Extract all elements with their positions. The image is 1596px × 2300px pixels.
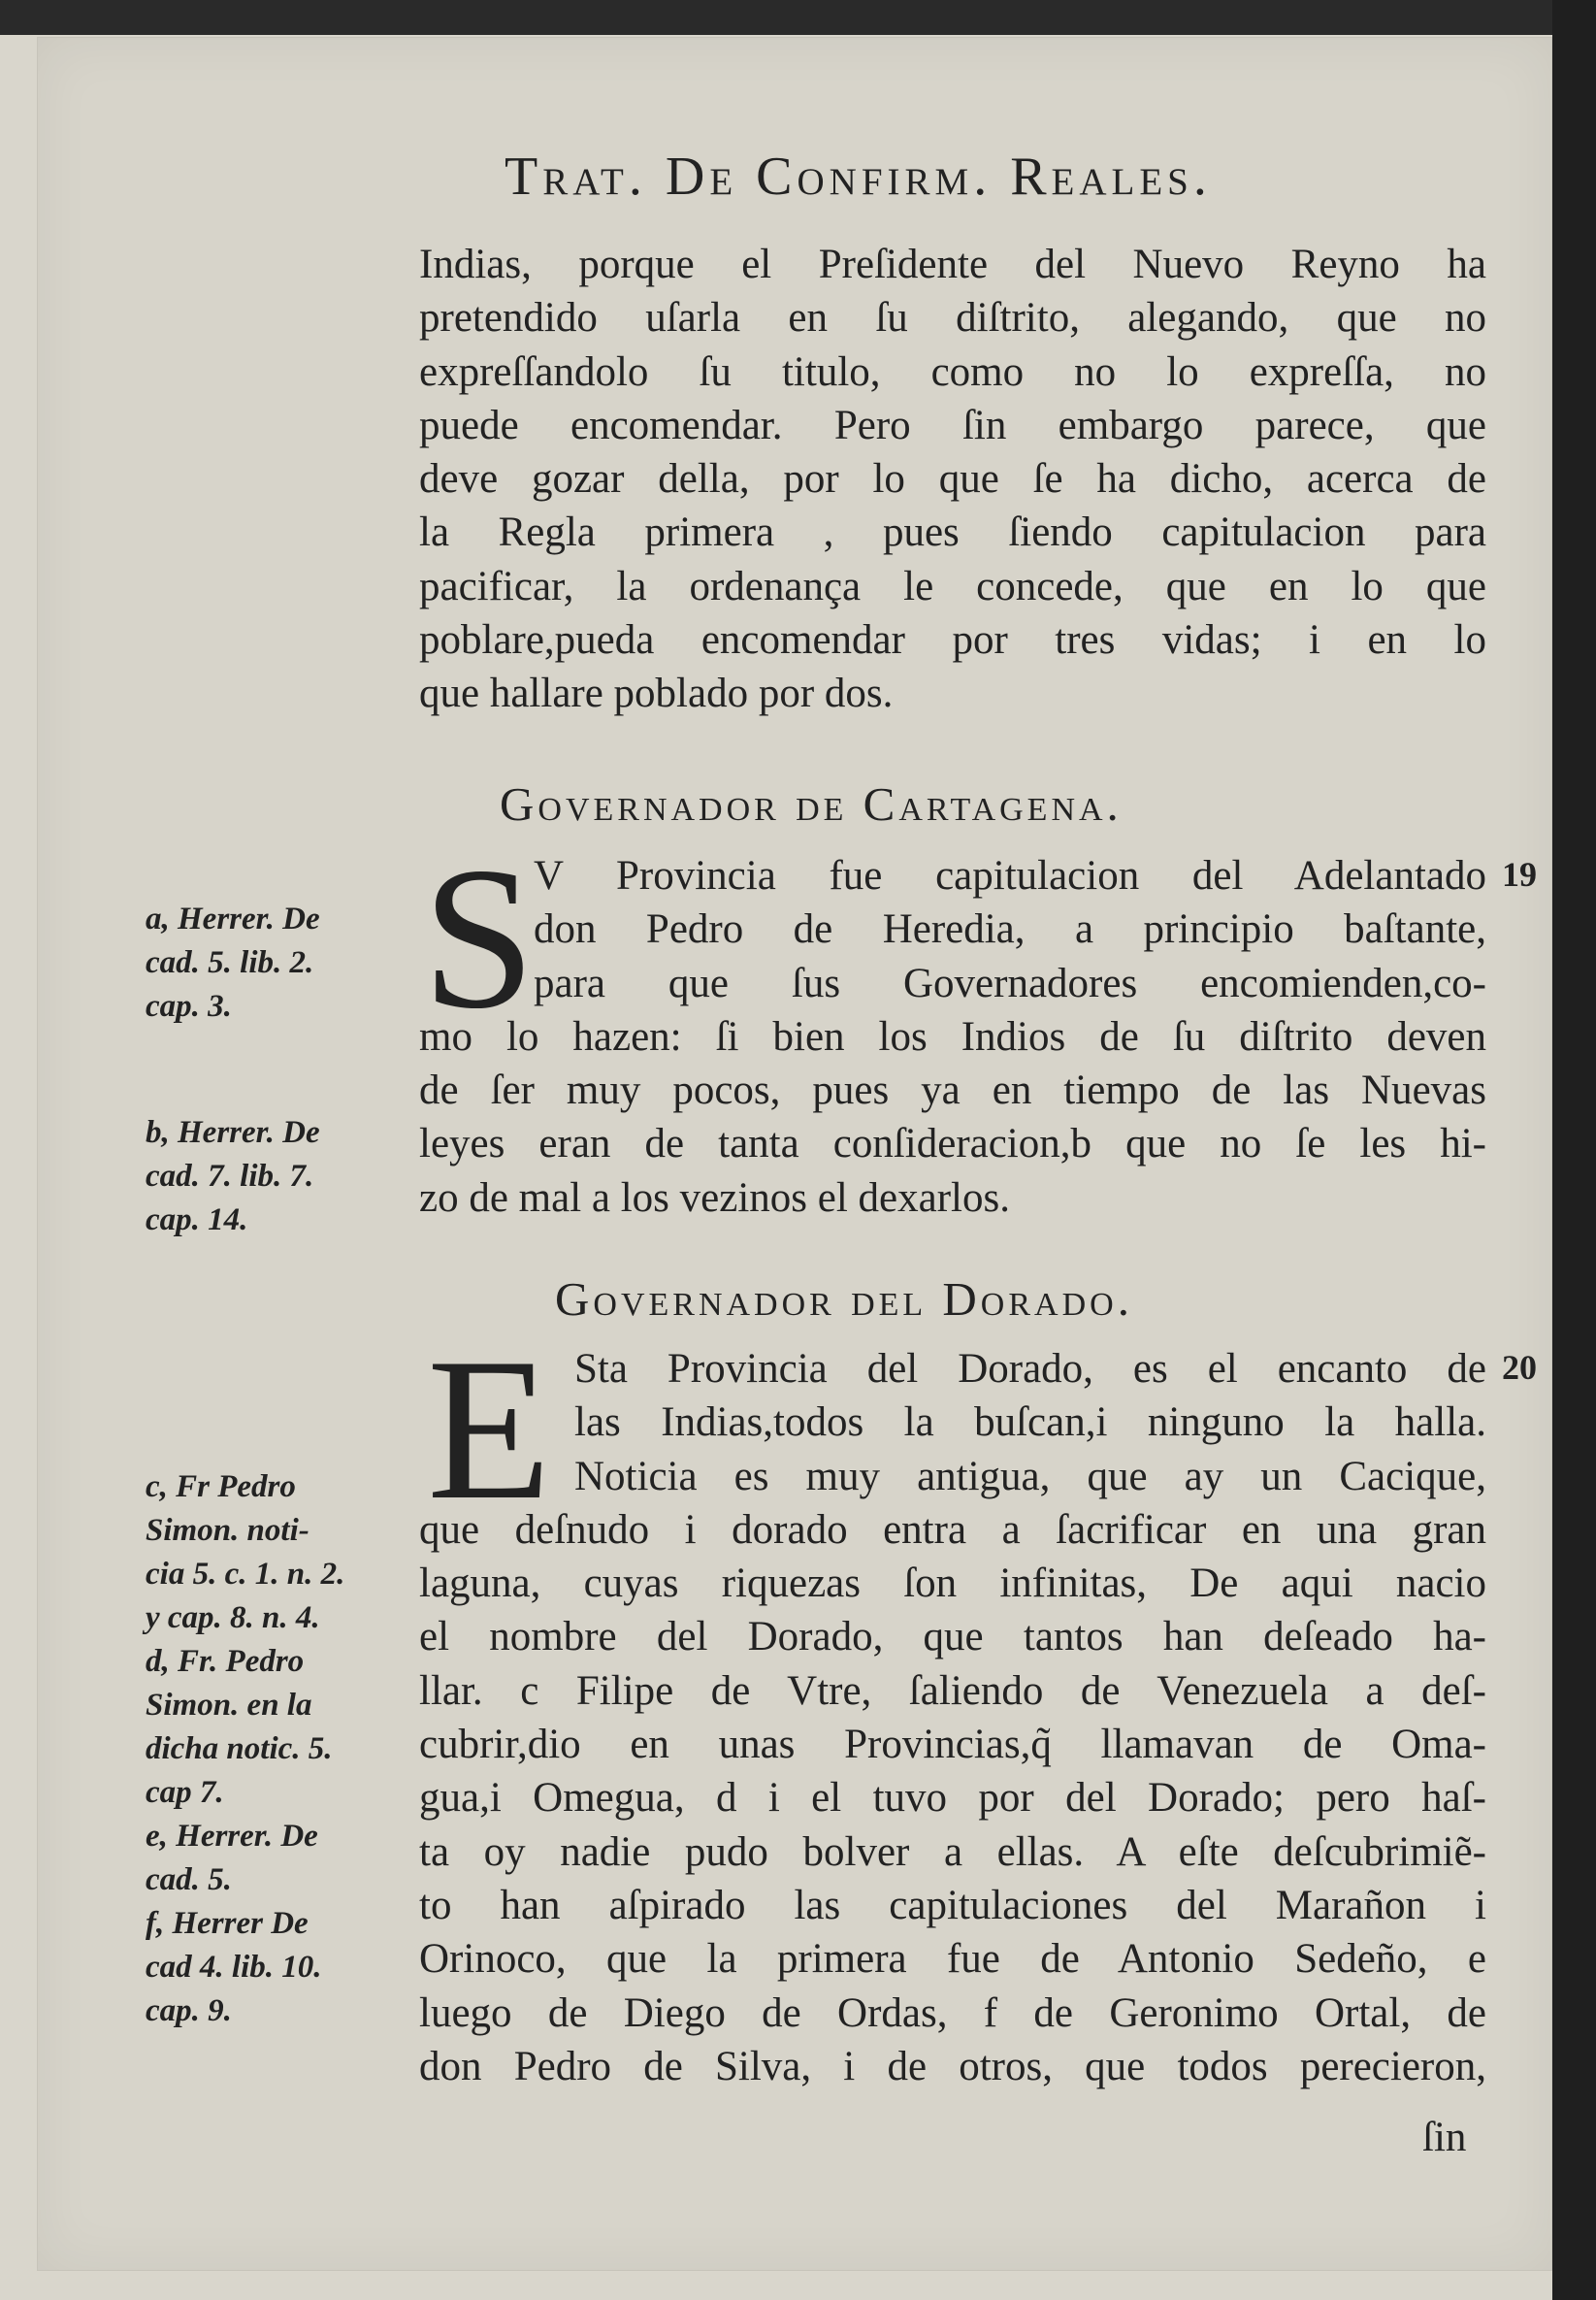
- margin-note-line: d, Fr. Pedro: [146, 1644, 305, 1679]
- text-line: to han aſpirado las capitulaciones del Marañon i: [419, 1882, 1486, 1928]
- text-line: deve gozar della, por lo que ſe ha dicho, acerca de: [419, 456, 1486, 503]
- margin-note-line: y cap. 8. n. 4.: [146, 1600, 320, 1635]
- text-line: el nombre del Dorado, que tantos han deſeado ha-: [419, 1614, 1486, 1660]
- text-line: las Indias,todos la buſcan,i ninguno la halla.: [574, 1399, 1486, 1446]
- margin-note-line: cia 5. c. 1. n. 2.: [146, 1557, 345, 1592]
- text-line: llar. c Filipe de Vtre, ſaliendo de Venezuela a deſ-: [419, 1667, 1486, 1714]
- text-line: pretendido uſarla en ſu diſtrito, alegando, que no: [419, 295, 1486, 342]
- side-number-19: 19: [1502, 855, 1537, 894]
- catchword: ſin: [1422, 2115, 1467, 2160]
- text-line: mo lo hazen: ſi bien los Indios de ſu diſtrito deven: [419, 1013, 1486, 1060]
- margin-note-line: cap 7.: [146, 1775, 224, 1810]
- margin-note-line: cap. 14.: [146, 1202, 248, 1237]
- text-line: leyes eran de tanta conſideracion,b que no ſe les hi-: [419, 1121, 1486, 1167]
- heading-cartagena: Governador de Cartagena.: [500, 777, 1123, 831]
- text-line: Indias, porque el Preſidente del Nuevo Reyno ha: [419, 242, 1486, 287]
- text-line: de ſer muy pocos, pues ya en tiempo de las Nuevas: [419, 1068, 1486, 1114]
- text-line: V Provincia fue capitulacion del Adelantado: [534, 853, 1486, 899]
- paragraph-intro: [419, 238, 1486, 721]
- margin-note-line: dicha notic. 5.: [146, 1731, 333, 1766]
- margin-note-line: cad. 7. lib. 7.: [146, 1159, 314, 1194]
- dropcap-e: E: [427, 1317, 552, 1542]
- text-line: para que ſus Governadores encomienden,co-: [534, 960, 1486, 1006]
- margin-note-line: b, Herrer. De: [146, 1115, 320, 1150]
- heading-dorado: Governador del Dorado.: [555, 1272, 1133, 1326]
- running-head: Trat. De Confirm. Reales.: [505, 147, 1212, 207]
- text-line: pacificar, la ordenança le concede, que en lo que: [419, 563, 1486, 609]
- margin-note-line: cad. 5.: [146, 1862, 232, 1897]
- margin-note-c: [146, 1465, 407, 2033]
- margin-note-line: cad 4. lib. 10.: [146, 1950, 322, 1985]
- text-line: luego de Diego de Ordas, f de Geronimo Ortal, de: [419, 1989, 1486, 2036]
- text-line: Noticia es muy antigua, que ay un Cacique,: [574, 1453, 1486, 1499]
- margin-note-line: Simon. en la: [146, 1688, 312, 1723]
- text-line: don Pedro de Heredia, a principio baſtante,: [534, 906, 1486, 953]
- scan-right-border: [1552, 0, 1596, 2300]
- margin-note-line: c, Fr Pedro: [146, 1469, 296, 1504]
- dropcap-s: S: [422, 826, 536, 1051]
- margin-note-line: cap. 3.: [146, 989, 232, 1024]
- paragraph-dorado: [419, 1342, 1486, 2093]
- text-line: que hallare poblado por dos.: [419, 671, 894, 717]
- text-line: expreſſandolo ſu titulo, como no lo expreſſa, no: [419, 348, 1486, 395]
- text-line: ta oy nadie pudo bolver a ellas. A eſte deſcubrimiẽ-: [419, 1828, 1486, 1875]
- side-number-20: 20: [1502, 1348, 1537, 1387]
- text-line: la Regla primera , pues ſiendo capitulacion para: [419, 509, 1486, 556]
- text-line: cubrir,dio en unas Provincias,q̃ llamavan de Oma-: [419, 1722, 1486, 1768]
- text-line: Sta Provincia del Dorado, es el encanto de: [574, 1346, 1486, 1392]
- margin-note-a: [146, 898, 407, 1029]
- text-line: gua,i Omegua, d i el tuvo por del Dorado; pero haſ-: [419, 1775, 1486, 1822]
- text-line: laguna, cuyas riquezas ſon infinitas, De aqui nacio: [419, 1561, 1486, 1607]
- text-line: puede encomendar. Pero ſin embargo parece, que: [419, 402, 1486, 448]
- scan-top-border: [0, 0, 1596, 35]
- margin-note-b: [146, 1111, 407, 1242]
- margin-note-line: e, Herrer. De: [146, 1819, 318, 1854]
- margin-note-line: cad. 5. lib. 2.: [146, 945, 314, 980]
- text-line: don Pedro de Silva, i de otros, que todos perecieron,: [419, 2043, 1486, 2089]
- paragraph-cartagena: [419, 849, 1486, 1225]
- margin-note-line: f, Herrer De: [146, 1906, 309, 1941]
- margin-note-line: Simon. noti-: [146, 1513, 309, 1548]
- margin-note-line: a, Herrer. De: [146, 902, 320, 936]
- text-line: Orinoco, que la primera fue de Antonio Sedeño, e: [419, 1936, 1486, 1983]
- margin-note-line: cap. 9.: [146, 1993, 232, 2028]
- text-line: poblare,pueda encomendar por tres vidas; i en lo: [419, 617, 1486, 664]
- text-line: zo de mal a los vezinos el dexarlos.: [419, 1174, 1010, 1221]
- text-line: que deſnudo i dorado entra a ſacrificar en una gran: [419, 1506, 1486, 1553]
